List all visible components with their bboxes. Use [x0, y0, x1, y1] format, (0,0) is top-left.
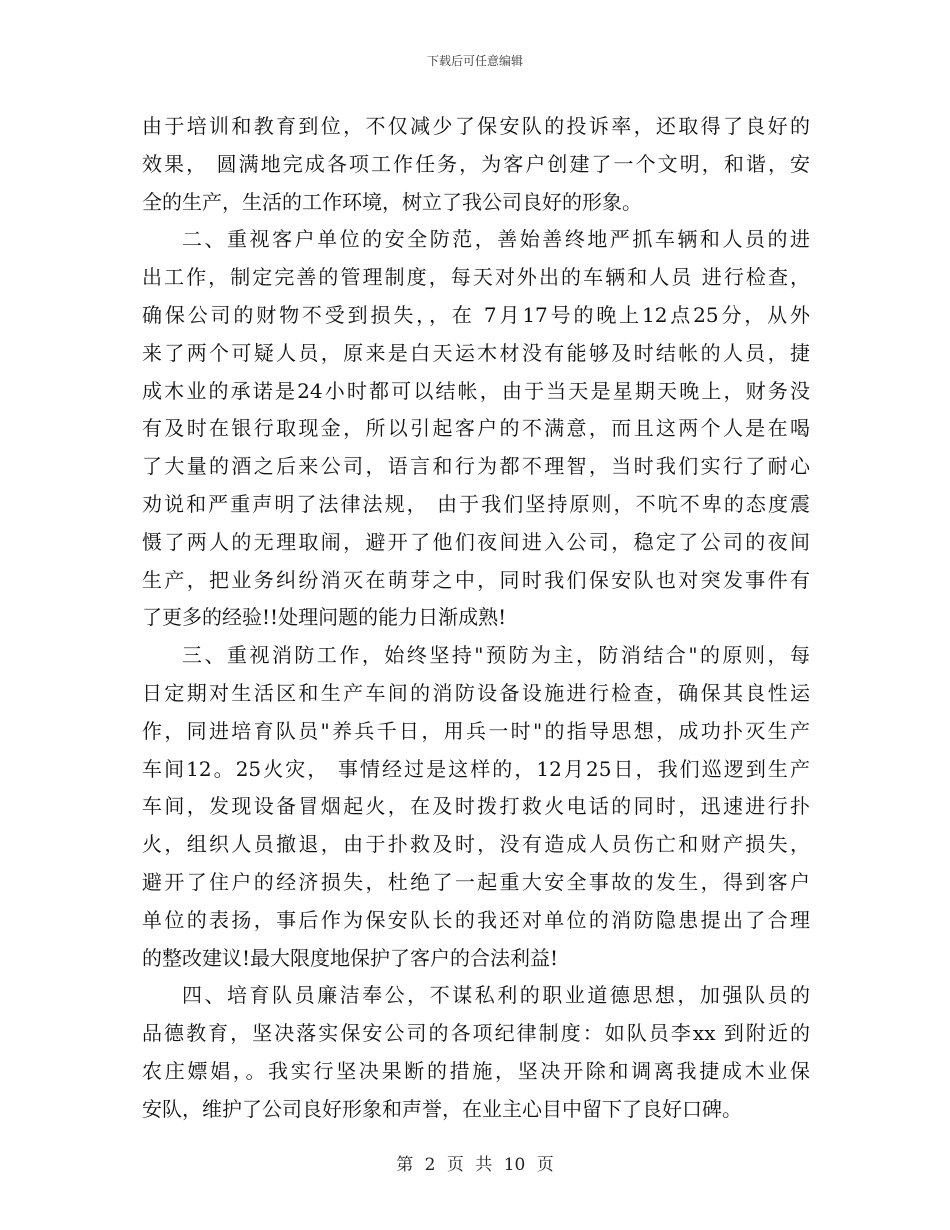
- paragraph-4-start: 四、培育队员廉洁奉公，不谋私利的职业道德思想，加强队员的: [182, 983, 810, 1008]
- text-line: 成木业的承诺是24小时都可以结帐，由于当天是星期天晚上，财务没: [142, 378, 810, 403]
- page-number-footer: 第 2 页 共 10 页: [396, 1155, 554, 1175]
- text-line: 火，组织人员撤退，由于扑救及时，没有造成人员伤亡和财产损失，: [142, 832, 810, 857]
- text-line: 慑了两人的无理取闹，避开了他们夜间进入公司，稳定了公司的夜间: [142, 529, 810, 554]
- page-header-note: 下载后可任意编辑: [426, 54, 523, 68]
- text-line: 出工作，制定完善的管理制度，每天对外出的车辆和人员 进行检查，: [142, 265, 810, 290]
- text-line: 农庄嫖娼，。我实行坚决果断的措施，坚决开除和调离我捷成木业保: [142, 1058, 810, 1083]
- text-line: 来了两个可疑人员，原来是白天运木材没有能够及时结帐的人员，捷: [142, 340, 810, 365]
- text-line: 安队，维护了公司良好形象和声誉，在业主心目中留下了良好口碑。: [142, 1096, 742, 1121]
- text-line: 车间12。25火灾， 事情经过是这样的，12月25日，我们巡逻到生产: [142, 756, 810, 781]
- text-line: 车间，发现设备冒烟起火，在及时拨打救火电话的同时，迅速进行扑: [142, 794, 810, 819]
- text-line: 由于培训和教育到位，不仅减少了保安队的投诉率，还取得了良好的: [142, 114, 810, 138]
- text-line: 劝说和严重声明了法律法规， 由于我们坚持原则，不吭不卑的态度震: [142, 491, 810, 516]
- text-line: 确保公司的财物不受到损失，，在 7月17号的晚上12点25分，从外: [142, 302, 810, 327]
- text-line: 单位的表扬，事后作为保安队长的我还对单位的消防隐患提出了合理: [142, 907, 810, 932]
- text-line: 了大量的酒之后来公司，语言和行为都不理智，当时我们实行了耐心: [142, 454, 810, 479]
- text-line: 了更多的经验!!处理问题的能力日渐成熟!: [142, 605, 507, 630]
- text-line: 避开了住户的经济损失，杜绝了一起重大安全事故的发生，得到客户: [142, 869, 810, 894]
- text-line: 的整改建议!最大限度地保护了客户的合法利益!: [142, 945, 559, 970]
- text-line: 品德教育，坚决落实保安公司的各项纪律制度：如队员李xx 到附近的: [142, 1021, 810, 1046]
- text-line: 作，同进培育队员"养兵千日，用兵一时"的指导思想，成功扑灭生产: [142, 718, 810, 743]
- text-line: 效果， 圆满地完成各项工作任务，为客户创建了一个文明，和谐，安: [142, 151, 810, 176]
- document-body: [142, 108, 810, 1129]
- paragraph-3-start: 三、重视消防工作，始终坚持"预防为主，防消结合"的原则，每: [182, 643, 810, 668]
- text-line: 全的生产，生活的工作环境，树立了我公司良好的形象。: [142, 189, 642, 214]
- text-line: 日定期对生活区和生产车间的消防设备设施进行检查，确保其良性运: [142, 680, 810, 705]
- text-line: 有及时在银行取现金，所以引起客户的不满意，而且这两个人是在喝: [142, 416, 810, 441]
- paragraph-2-start: 二、重视客户单位的安全防范，善始善终地严抓车辆和人员的进: [182, 227, 810, 252]
- text-line: 生产，把业务纠纷消灭在萌芽之中，同时我们保安队也对突发事件有: [142, 567, 810, 592]
